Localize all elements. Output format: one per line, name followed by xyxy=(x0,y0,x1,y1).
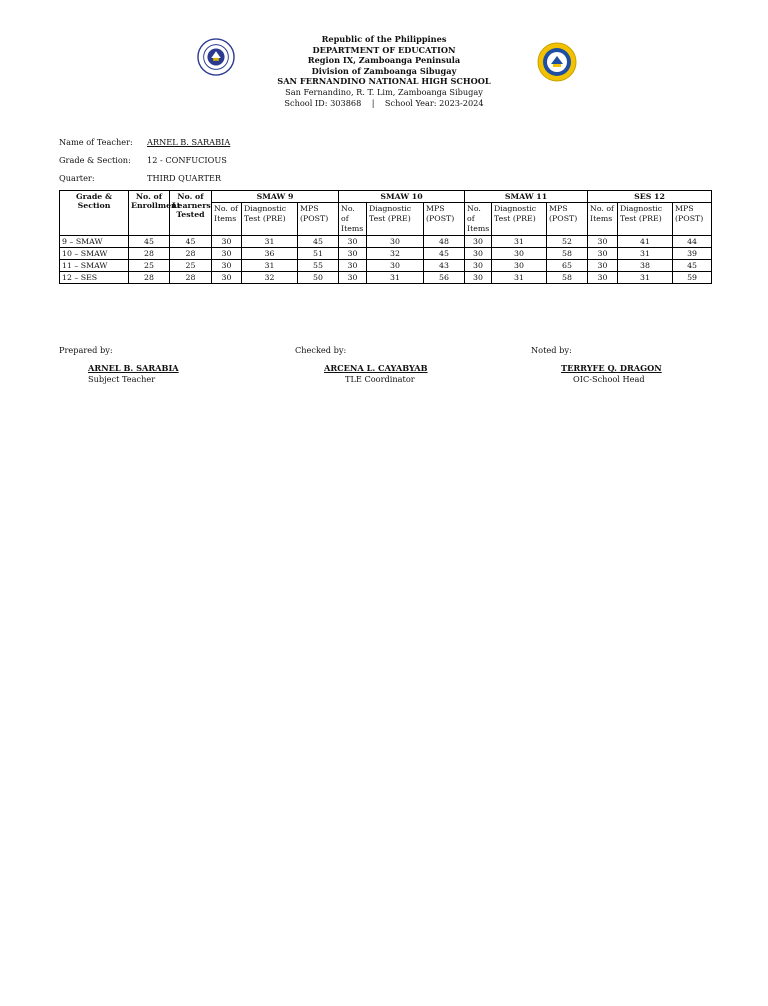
value-cell: 65 xyxy=(547,260,588,272)
group-header: SMAW 11 xyxy=(465,191,588,203)
school-seal-logo xyxy=(537,42,577,82)
results-table xyxy=(59,190,712,284)
table-row xyxy=(60,248,712,260)
prepared-by-name: ARNEL B. SARABIA xyxy=(88,363,179,373)
header-division: Division of Zamboanga Sibugay xyxy=(311,65,457,76)
value-cell: 32 xyxy=(367,248,424,260)
teacher-value: ARNEL B. SARABIA xyxy=(147,137,231,147)
value-cell: 30 xyxy=(212,272,242,284)
header-enrollment: No. of Enrollment xyxy=(129,191,170,236)
grade-label: Grade & Section: xyxy=(59,155,131,165)
subheader-mps: MPS (POST) xyxy=(298,203,339,236)
value-cell: 32 xyxy=(242,272,298,284)
header-republic: Republic of the Philippines xyxy=(321,34,447,44)
value-cell: 45 xyxy=(298,236,339,248)
enrollment-cell: 28 xyxy=(129,248,170,260)
value-cell: 30 xyxy=(465,272,492,284)
value-cell: 31 xyxy=(492,272,547,284)
tested-cell: 25 xyxy=(170,260,212,272)
header-region: Region IX, Zamboanga Peninsula xyxy=(307,55,461,66)
table-row xyxy=(60,236,712,248)
section-cell: 9 – SMAW xyxy=(60,236,129,248)
enrollment-cell: 45 xyxy=(129,236,170,248)
value-cell: 30 xyxy=(588,236,618,248)
group-header: SMAW 9 xyxy=(212,191,339,203)
value-cell: 31 xyxy=(618,272,673,284)
value-cell: 30 xyxy=(588,272,618,284)
subheader-items: No. of Items xyxy=(212,203,242,236)
subheader-diagnostic: Diagnostic Test (PRE) xyxy=(367,203,424,236)
value-cell: 56 xyxy=(424,272,465,284)
value-cell: 39 xyxy=(673,248,712,260)
value-cell: 55 xyxy=(298,260,339,272)
value-cell: 31 xyxy=(367,272,424,284)
group-header: SES 12 xyxy=(588,191,712,203)
grade-value: 12 - CONFUCIOUS xyxy=(147,155,227,165)
header-grade-section: Grade & Section xyxy=(60,191,129,236)
checked-by-label: Checked by: xyxy=(295,345,347,355)
value-cell: 43 xyxy=(424,260,465,272)
value-cell: 30 xyxy=(339,236,367,248)
value-cell: 36 xyxy=(242,248,298,260)
value-cell: 45 xyxy=(673,260,712,272)
value-cell: 31 xyxy=(242,236,298,248)
subheader-diagnostic: Diagnostic Test (PRE) xyxy=(618,203,673,236)
value-cell: 31 xyxy=(618,248,673,260)
header-department: DEPARTMENT OF EDUCATION xyxy=(312,44,456,55)
value-cell: 41 xyxy=(618,236,673,248)
table-row xyxy=(60,272,712,284)
value-cell: 30 xyxy=(367,260,424,272)
value-cell: 48 xyxy=(424,236,465,248)
value-cell: 52 xyxy=(547,236,588,248)
section-cell: 12 – SES xyxy=(60,272,129,284)
noted-by-name: TERRYFE Q. DRAGON xyxy=(561,363,662,373)
section-cell: 10 – SMAW xyxy=(60,248,129,260)
value-cell: 30 xyxy=(465,248,492,260)
header-school-address: San Fernandino, R. T. Lim, Zamboanga Sibugay xyxy=(285,86,483,97)
header-school-id-year: School ID: 303868 | School Year: 2023-2024 xyxy=(284,97,484,108)
section-cell: 11 – SMAW xyxy=(60,260,129,272)
tested-cell: 28 xyxy=(170,248,212,260)
tested-cell: 45 xyxy=(170,236,212,248)
value-cell: 30 xyxy=(212,236,242,248)
checked-by-title: TLE Coordinator xyxy=(345,374,415,384)
document-header xyxy=(230,34,538,108)
prepared-by-title: Subject Teacher xyxy=(88,374,156,384)
subheader-items: No. of Items xyxy=(339,203,367,236)
subheader-diagnostic: Diagnostic Test (PRE) xyxy=(242,203,298,236)
value-cell: 30 xyxy=(492,260,547,272)
subheader-items: No. of Items xyxy=(465,203,492,236)
value-cell: 30 xyxy=(465,236,492,248)
subheader-mps: MPS (POST) xyxy=(424,203,465,236)
value-cell: 30 xyxy=(339,272,367,284)
quarter-label: Quarter: xyxy=(59,173,95,183)
value-cell: 45 xyxy=(424,248,465,260)
enrollment-cell: 28 xyxy=(129,272,170,284)
subheader-mps: MPS (POST) xyxy=(547,203,588,236)
noted-by-label: Noted by: xyxy=(531,345,572,355)
value-cell: 30 xyxy=(367,236,424,248)
table-row xyxy=(60,260,712,272)
value-cell: 50 xyxy=(298,272,339,284)
value-cell: 31 xyxy=(492,236,547,248)
header-school-name: SAN FERNANDINO NATIONAL HIGH SCHOOL xyxy=(277,76,491,87)
tested-cell: 28 xyxy=(170,272,212,284)
value-cell: 30 xyxy=(465,260,492,272)
enrollment-cell: 25 xyxy=(129,260,170,272)
teacher-label: Name of Teacher: xyxy=(59,137,133,147)
value-cell: 30 xyxy=(339,260,367,272)
noted-by-title: OIC-School Head xyxy=(573,374,645,384)
value-cell: 30 xyxy=(588,248,618,260)
header-learners-tested: No. of Learners Tested xyxy=(170,191,212,236)
value-cell: 58 xyxy=(547,272,588,284)
value-cell: 31 xyxy=(242,260,298,272)
value-cell: 30 xyxy=(339,248,367,260)
value-cell: 59 xyxy=(673,272,712,284)
value-cell: 30 xyxy=(492,248,547,260)
checked-by-name: ARCENA L. CAYABYAB xyxy=(324,363,428,373)
prepared-by-label: Prepared by: xyxy=(59,345,113,355)
value-cell: 58 xyxy=(547,248,588,260)
value-cell: 51 xyxy=(298,248,339,260)
value-cell: 44 xyxy=(673,236,712,248)
value-cell: 30 xyxy=(588,260,618,272)
subheader-diagnostic: Diagnostic Test (PRE) xyxy=(492,203,547,236)
value-cell: 38 xyxy=(618,260,673,272)
value-cell: 30 xyxy=(212,248,242,260)
value-cell: 30 xyxy=(212,260,242,272)
quarter-value: THIRD QUARTER xyxy=(147,173,222,183)
subheader-items: No. of Items xyxy=(588,203,618,236)
group-header: SMAW 10 xyxy=(339,191,465,203)
subheader-mps: MPS (POST) xyxy=(673,203,712,236)
